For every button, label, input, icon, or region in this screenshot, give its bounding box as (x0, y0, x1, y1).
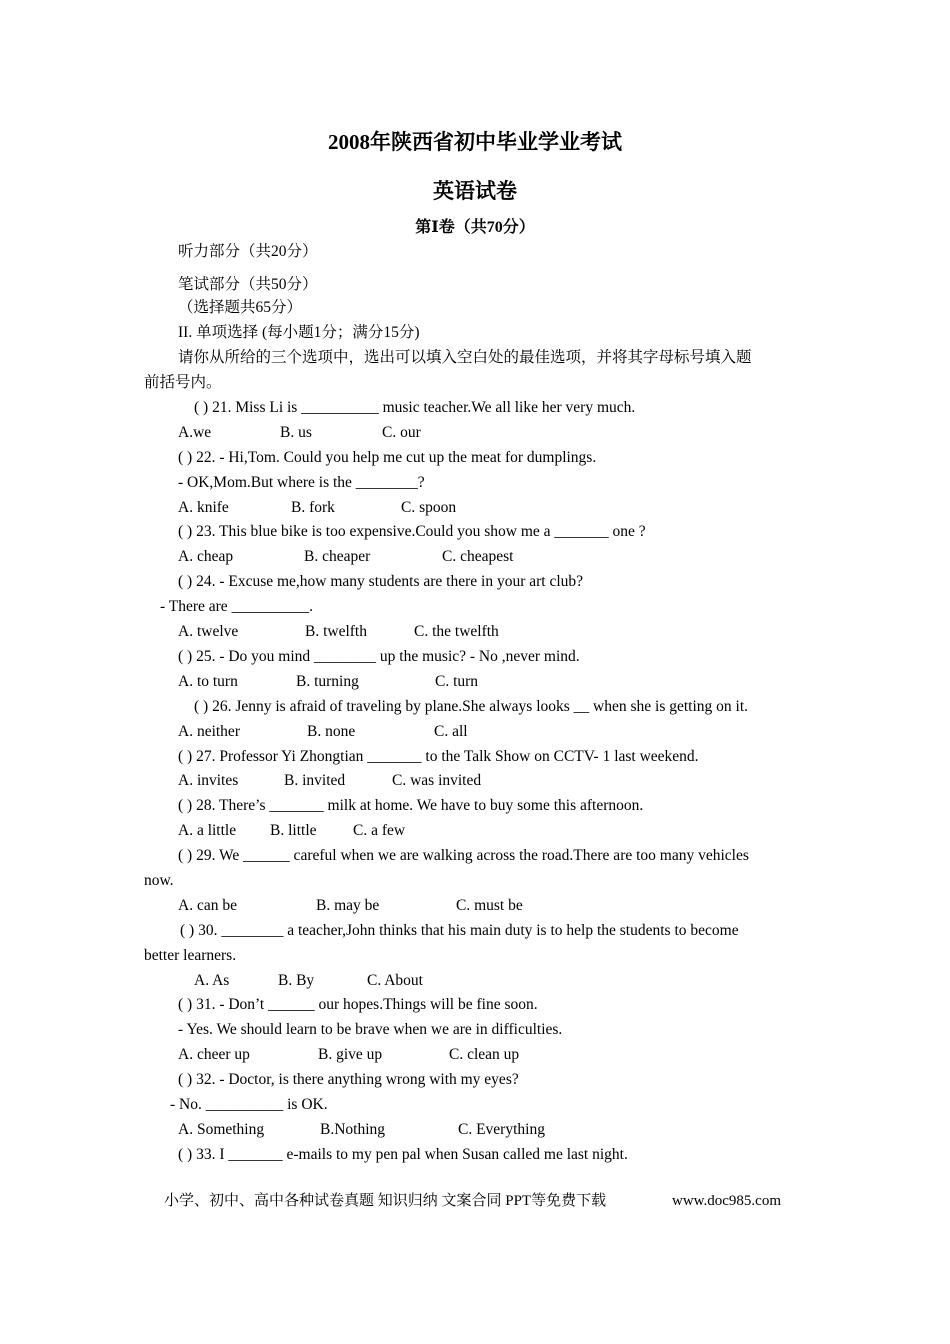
question-30-cont: better learners. (144, 947, 237, 964)
q29-option-c: C. must be (456, 897, 523, 914)
q26-option-a: A. neither (178, 723, 240, 740)
choice-section: （选择题共65分） (178, 299, 303, 316)
q24-option-a: A. twelve (178, 623, 239, 640)
question-24: ( ) 24. - Excuse me,how many students are there in your art club? (178, 573, 584, 590)
q22-option-b: B. fork (291, 499, 335, 516)
q30-option-a: A. As (194, 972, 230, 989)
q28-option-a: A. a little (178, 822, 237, 839)
exam-title: 2008年陕西省初中毕业学业考试 (328, 130, 622, 154)
q29-option-a: A. can be (178, 897, 237, 914)
question-31: ( ) 31. - Don’t ______ our hopes.Things will be fine soon. (178, 996, 538, 1013)
instruction-line-2: 前括号内。 (144, 374, 222, 391)
footer-text: 小学、初中、高中各种试卷真题 知识归纳 文案合同 PPT等免费下载 (164, 1193, 607, 1209)
question-32: ( ) 32. - Doctor, is there anything wrong with my eyes? (178, 1071, 519, 1088)
q27-option-a: A. invites (178, 772, 239, 789)
q30-option-c: C. About (367, 972, 423, 989)
q23-option-b: B. cheaper (304, 548, 371, 565)
question-29-cont: now. (144, 872, 174, 889)
q27-option-c: C. was invited (392, 772, 482, 789)
question-28: ( ) 28. There’s _______ milk at home. We have to buy some this afternoon. (178, 797, 644, 814)
q29-option-b: B. may be (316, 897, 380, 914)
q25-option-a: A. to turn (178, 673, 238, 690)
question-30: ( ) 30. ________ a teacher,John thinks that his main duty is to help the students to become (180, 922, 739, 939)
q24-option-c: C. the twelfth (414, 623, 499, 640)
q23-option-c: C. cheapest (442, 548, 514, 565)
written-section: 笔试部分（共50分） (178, 276, 318, 293)
question-21: ( ) 21. Miss Li is __________ music teacher.We all like her very much. (194, 399, 636, 416)
question-24-reply: - There are __________. (160, 598, 313, 615)
q31-option-c: C. clean up (449, 1046, 520, 1063)
question-26: ( ) 26. Jenny is afraid of traveling by plane.She always looks __ when she is getting on it. (194, 698, 749, 715)
q31-option-b: B. give up (318, 1046, 383, 1063)
single-choice-title: II. 单项选择 (每小题1分；满分15分) (178, 324, 420, 341)
instruction-line-1: 请你从所给的三个选项中，选出可以填入空白处的最佳选项，并将其字母标号填入题 (178, 349, 752, 366)
question-32-reply: - No. __________ is OK. (170, 1096, 328, 1113)
part-heading: 第Ⅰ卷（共70分） (415, 219, 535, 236)
q31-option-a: A. cheer up (178, 1046, 250, 1063)
q30-option-b: B. By (278, 972, 315, 989)
q26-option-b: B. none (307, 723, 356, 740)
q22-option-a: A. knife (178, 499, 229, 516)
q32-option-c: C. Everything (458, 1121, 545, 1138)
q25-option-c: C. turn (435, 673, 479, 690)
question-25: ( ) 25. - Do you mind ________ up the music? - No ,never mind. (178, 648, 580, 665)
footer-url: www.doc985.com (672, 1193, 782, 1209)
exam-subtitle: 英语试卷 (433, 179, 517, 203)
q32-option-b: B.Nothing (320, 1121, 386, 1138)
question-33: ( ) 33. I _______ e-mails to my pen pal when Susan called me last night. (178, 1146, 628, 1163)
question-23: ( ) 23. This blue bike is too expensive.Could you show me a _______ one ? (178, 523, 646, 540)
question-31-reply: - Yes. We should learn to be brave when we are in difficulties. (178, 1021, 563, 1038)
q24-option-b: B. twelfth (305, 623, 367, 640)
question-22-reply: - OK,Mom.But where is the ________? (178, 474, 425, 491)
listening-section: 听力部分（共20分） (178, 243, 318, 260)
q25-option-b: B. turning (296, 673, 359, 690)
question-27: ( ) 27. Professor Yi Zhongtian _______ to the Talk Show on CCTV- 1 last weekend. (178, 748, 699, 765)
question-29: ( ) 29. We ______ careful when we are walking across the road.There are too many vehicles (178, 847, 749, 864)
question-22: ( ) 22. - Hi,Tom. Could you help me cut up the meat for dumplings. (178, 449, 597, 466)
q22-option-c: C. spoon (401, 499, 457, 516)
q26-option-c: C. all (434, 723, 468, 740)
q27-option-b: B. invited (284, 772, 346, 789)
q21-option-a: A.we (178, 424, 212, 441)
q21-option-b: B. us (280, 424, 312, 441)
q28-option-b: B. little (270, 822, 317, 839)
q23-option-a: A. cheap (178, 548, 234, 565)
q32-option-a: A. Something (178, 1121, 265, 1138)
q28-option-c: C. a few (353, 822, 406, 839)
q21-option-c: C. our (382, 424, 421, 441)
